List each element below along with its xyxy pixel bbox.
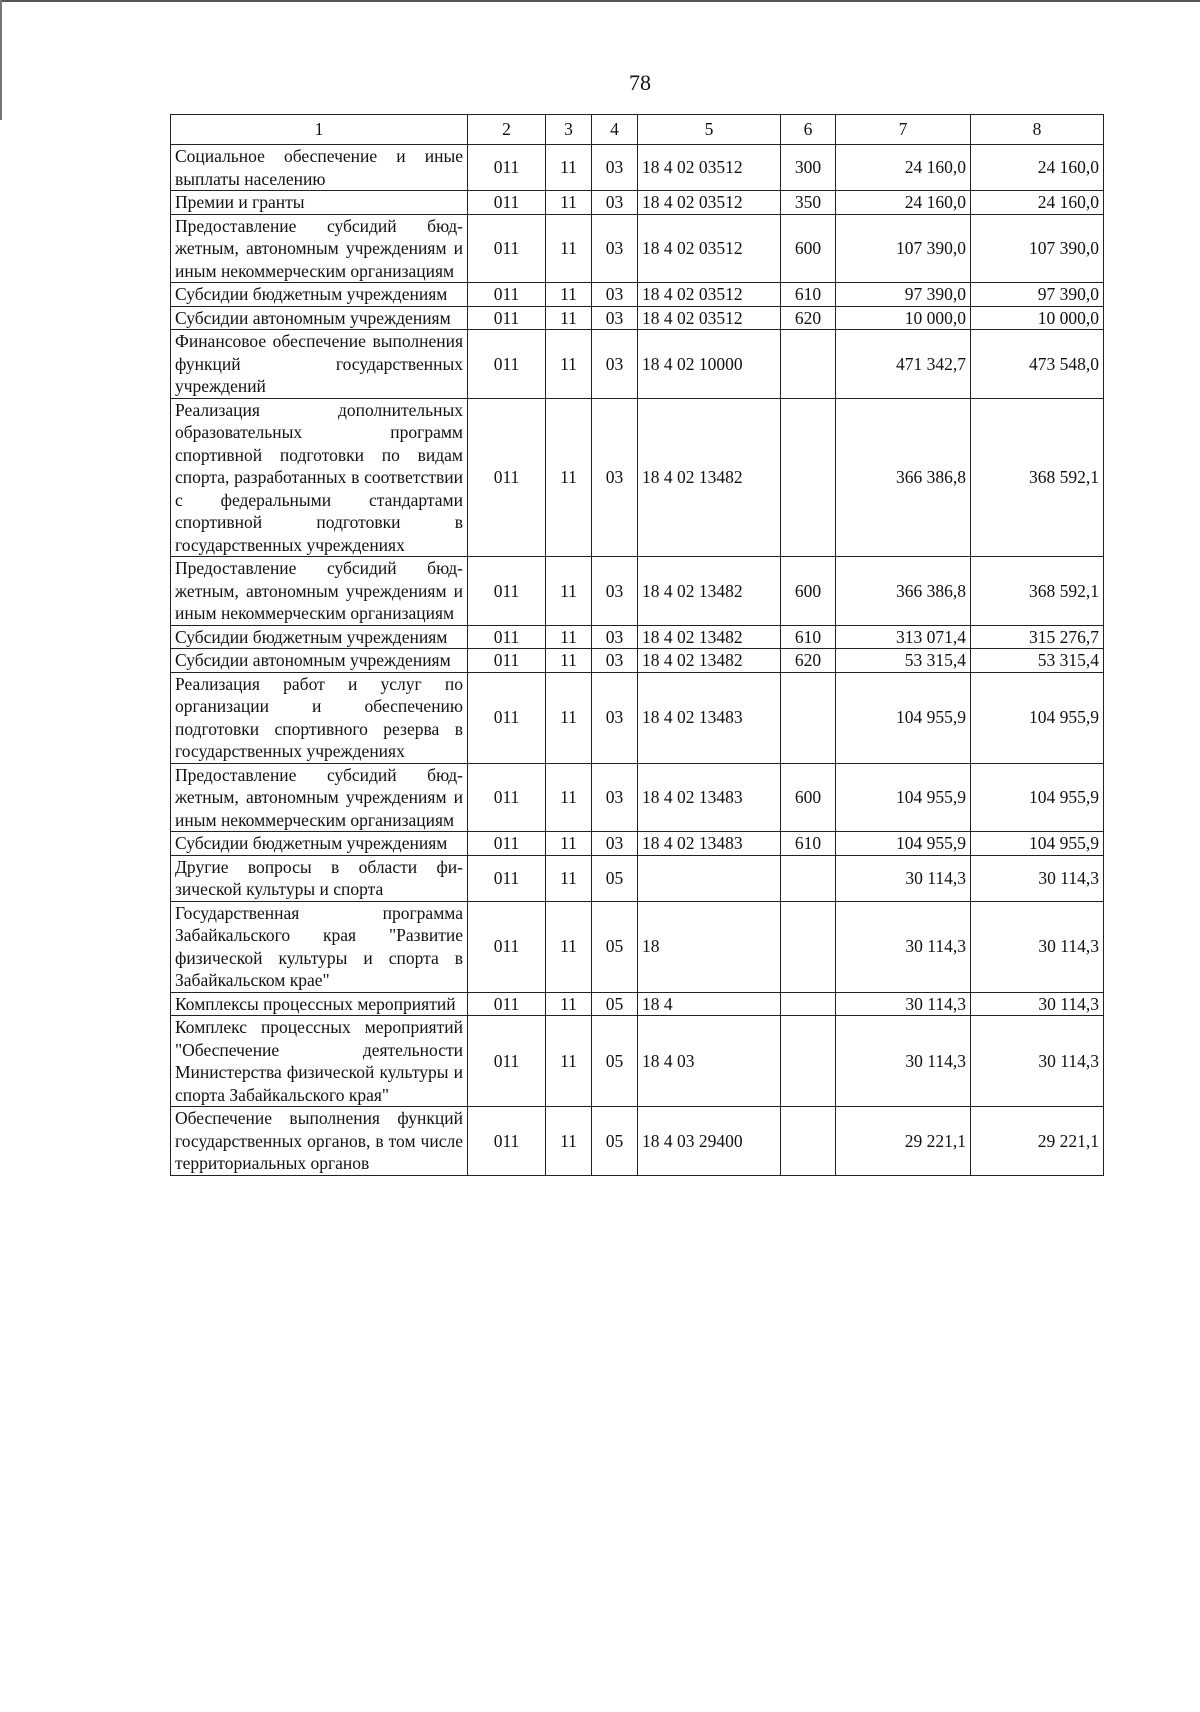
row-col-2: 011 [468,1016,546,1107]
row-col-2: 011 [468,557,546,626]
row-col-4: 03 [592,557,638,626]
row-col-6: 300 [781,145,836,191]
row-col-3: 11 [546,625,592,649]
table-row [171,145,1104,191]
table-row [171,283,1104,307]
row-col-4: 03 [592,306,638,330]
table-row [171,625,1104,649]
row-col-8: 368 592,1 [971,557,1104,626]
row-name: Субсидии автономным учреждениям [171,306,468,330]
header-col-4: 4 [592,115,638,145]
row-col-5 [638,855,781,901]
row-col-3: 11 [546,191,592,215]
header-col-8: 8 [971,115,1104,145]
row-col-8: 53 315,4 [971,649,1104,673]
table-row [171,763,1104,832]
row-col-6 [781,1016,836,1107]
row-name: Реализация дополнительных образовательных программ спортивной подготовки по видам спорта, разработанных в соответствии с федеральными стандартами спортивной подготовки в государственных учреждениях [171,398,468,557]
row-col-7: 24 160,0 [836,145,971,191]
row-col-7: 471 342,7 [836,330,971,399]
row-col-3: 11 [546,855,592,901]
row-col-4: 05 [592,992,638,1016]
row-col-5: 18 4 02 13483 [638,832,781,856]
row-col-7: 53 315,4 [836,649,971,673]
row-col-5: 18 4 [638,992,781,1016]
row-col-8: 30 114,3 [971,992,1104,1016]
row-col-2: 011 [468,832,546,856]
table-row [171,832,1104,856]
row-col-7: 30 114,3 [836,1016,971,1107]
row-col-8: 30 114,3 [971,901,1104,992]
row-col-2: 011 [468,855,546,901]
row-col-3: 11 [546,1107,592,1176]
row-col-6: 610 [781,832,836,856]
row-col-4: 05 [592,901,638,992]
table-row [171,901,1104,992]
row-col-3: 11 [546,398,592,557]
row-name: Комплексы процессных мероприятий [171,992,468,1016]
row-col-5: 18 4 02 03512 [638,214,781,283]
row-col-2: 011 [468,649,546,673]
row-col-4: 03 [592,398,638,557]
row-col-8: 24 160,0 [971,145,1104,191]
table-header [171,115,1104,145]
header-col-1: 1 [171,115,468,145]
header-col-5: 5 [638,115,781,145]
row-col-5: 18 4 02 13482 [638,625,781,649]
row-name: Субсидии бюджетным учреждениям [171,283,468,307]
table-row [171,1107,1104,1176]
row-col-6 [781,901,836,992]
row-col-2: 011 [468,214,546,283]
row-col-4: 05 [592,855,638,901]
row-col-3: 11 [546,1016,592,1107]
row-col-4: 03 [592,832,638,856]
row-col-8: 104 955,9 [971,763,1104,832]
row-col-8: 24 160,0 [971,191,1104,215]
table-row [171,330,1104,399]
row-col-3: 11 [546,214,592,283]
row-col-2: 011 [468,330,546,399]
row-col-8: 368 592,1 [971,398,1104,557]
row-col-6: 600 [781,214,836,283]
row-col-8: 104 955,9 [971,832,1104,856]
row-col-5: 18 4 02 10000 [638,330,781,399]
row-name: Предоставление субсидий бюджетным, автономным учреждениям и иным некоммерческим организациям [171,214,468,283]
table-row [171,191,1104,215]
row-col-7: 107 390,0 [836,214,971,283]
row-name: Субсидии бюджетным учреждениям [171,625,468,649]
row-col-2: 011 [468,191,546,215]
row-col-3: 11 [546,145,592,191]
row-col-8: 30 114,3 [971,855,1104,901]
row-name: Субсидии бюджетным учреждениям [171,832,468,856]
row-col-6: 600 [781,763,836,832]
row-col-8: 29 221,1 [971,1107,1104,1176]
row-col-5: 18 4 02 13482 [638,649,781,673]
row-col-5: 18 4 03 29400 [638,1107,781,1176]
row-col-6 [781,330,836,399]
row-col-2: 011 [468,145,546,191]
row-col-6 [781,992,836,1016]
row-col-5: 18 4 02 13482 [638,398,781,557]
row-col-6 [781,855,836,901]
row-col-2: 011 [468,763,546,832]
row-col-7: 104 955,9 [836,832,971,856]
row-col-5: 18 4 02 13483 [638,672,781,763]
row-col-5: 18 4 02 13483 [638,763,781,832]
row-col-4: 03 [592,625,638,649]
row-col-7: 10 000,0 [836,306,971,330]
header-col-2: 2 [468,115,546,145]
row-col-6: 610 [781,625,836,649]
row-col-8: 10 000,0 [971,306,1104,330]
table-row [171,1016,1104,1107]
row-col-4: 03 [592,763,638,832]
row-col-3: 11 [546,672,592,763]
row-col-8: 107 390,0 [971,214,1104,283]
table-row [171,649,1104,673]
row-col-2: 011 [468,1107,546,1176]
row-name: Другие вопросы в области физической культуры и спорта [171,855,468,901]
row-col-7: 30 114,3 [836,855,971,901]
row-col-8: 104 955,9 [971,672,1104,763]
row-col-4: 03 [592,191,638,215]
budget-table [170,114,1104,1176]
row-col-7: 30 114,3 [836,901,971,992]
row-col-7: 29 221,1 [836,1107,971,1176]
row-col-7: 24 160,0 [836,191,971,215]
row-col-3: 11 [546,649,592,673]
row-name: Финансовое обеспечение выполнения функций государственных учреждений [171,330,468,399]
scan-edge-top [0,0,1200,2]
row-col-8: 30 114,3 [971,1016,1104,1107]
row-col-2: 011 [468,306,546,330]
row-col-4: 03 [592,283,638,307]
table-row [171,855,1104,901]
row-col-3: 11 [546,763,592,832]
row-col-4: 03 [592,672,638,763]
table-row [171,672,1104,763]
row-name: Комплекс процессных мероприятий "Обеспечение деятельности Министерства физической культуры и спорта Забайкальского края" [171,1016,468,1107]
row-col-7: 313 071,4 [836,625,971,649]
row-col-6: 620 [781,649,836,673]
row-name: Реализация работ и услуг по организации и обеспечению подготовки спортивного резерва в государственных учреждениях [171,672,468,763]
row-col-6: 610 [781,283,836,307]
header-row [171,115,1104,145]
row-col-4: 03 [592,214,638,283]
row-col-5: 18 4 02 03512 [638,283,781,307]
row-col-3: 11 [546,283,592,307]
header-col-6: 6 [781,115,836,145]
row-col-2: 011 [468,283,546,307]
row-col-4: 03 [592,330,638,399]
row-col-6 [781,1107,836,1176]
row-col-2: 011 [468,625,546,649]
row-col-3: 11 [546,992,592,1016]
row-col-2: 011 [468,901,546,992]
row-col-6 [781,398,836,557]
row-name: Обеспечение выполнения функций государственных органов, в том числе территориальных органов [171,1107,468,1176]
header-col-3: 3 [546,115,592,145]
row-col-2: 011 [468,672,546,763]
row-col-3: 11 [546,832,592,856]
scan-edge-left [0,0,2,120]
row-col-6: 350 [781,191,836,215]
row-col-7: 104 955,9 [836,763,971,832]
row-col-5: 18 4 02 13482 [638,557,781,626]
table-row [171,992,1104,1016]
row-col-8: 473 548,0 [971,330,1104,399]
row-name: Предоставление субсидий бюджетным, автономным учреждениям и иным некоммерческим организациям [171,763,468,832]
row-col-5: 18 [638,901,781,992]
row-col-4: 03 [592,145,638,191]
table-row [171,306,1104,330]
row-col-5: 18 4 02 03512 [638,145,781,191]
row-col-8: 315 276,7 [971,625,1104,649]
row-col-4: 05 [592,1107,638,1176]
table-row [171,398,1104,557]
row-name: Предоставление субсидий бюджетным, автономным учреждениям и иным некоммерческим организациям [171,557,468,626]
table-body [171,145,1104,1176]
row-col-3: 11 [546,306,592,330]
row-col-6: 600 [781,557,836,626]
row-col-2: 011 [468,992,546,1016]
row-col-4: 03 [592,649,638,673]
row-col-4: 05 [592,1016,638,1107]
row-col-3: 11 [546,557,592,626]
row-col-7: 366 386,8 [836,557,971,626]
row-col-8: 97 390,0 [971,283,1104,307]
page-number: 78 [629,70,651,95]
row-col-7: 30 114,3 [836,992,971,1016]
row-col-5: 18 4 02 03512 [638,306,781,330]
row-col-2: 011 [468,398,546,557]
row-col-5: 18 4 02 03512 [638,191,781,215]
row-col-3: 11 [546,330,592,399]
row-col-6 [781,672,836,763]
row-name: Социальное обеспечение и иные выплаты населению [171,145,468,191]
row-name: Государственная программа Забайкальского края "Развитие физической культуры и спорта в Забайкальском крае" [171,901,468,992]
header-col-7: 7 [836,115,971,145]
row-name: Премии и гранты [171,191,468,215]
table-row [171,557,1104,626]
row-col-6: 620 [781,306,836,330]
row-col-7: 366 386,8 [836,398,971,557]
row-name: Субсидии автономным учреждениям [171,649,468,673]
row-col-5: 18 4 03 [638,1016,781,1107]
table-row [171,214,1104,283]
row-col-7: 97 390,0 [836,283,971,307]
row-col-7: 104 955,9 [836,672,971,763]
row-col-3: 11 [546,901,592,992]
